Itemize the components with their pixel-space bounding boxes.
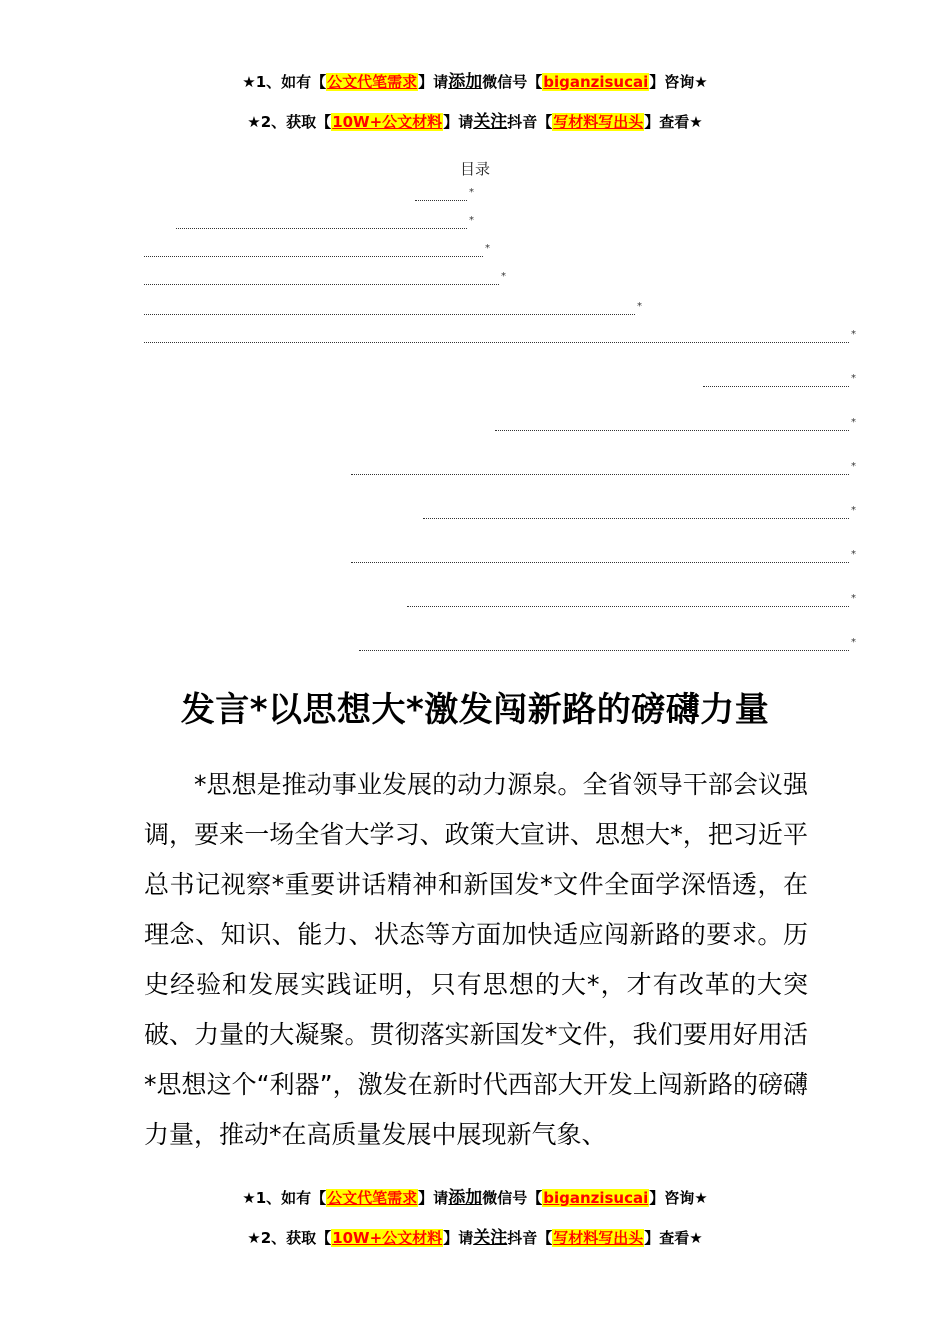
banner-prefix: ★1、如有【 [242,1189,327,1207]
banner-text: 】请 [443,113,474,131]
banner-prefix: ★2、获取【 [247,113,332,131]
banner-highlight: 10W+公文材料 [332,1229,443,1247]
toc-leader-13[interactable] [359,636,849,651]
toc-marker-2: * [469,215,474,226]
banner-emphasis: 添加 [448,72,483,92]
toc-marker-11: * [851,549,856,560]
toc-marker-13: * [851,637,856,648]
banner-text: 】请 [418,73,449,91]
banner-douyin-id: 写材料写出头 [553,1229,644,1247]
banner-text: 】请 [443,1229,474,1247]
toc-leader-9[interactable] [351,460,849,475]
banner-prefix: ★2、获取【 [247,1229,332,1247]
toc-leader-3[interactable] [144,242,483,257]
toc-leader-5[interactable] [144,300,635,315]
banner-text: 】请 [418,1189,449,1207]
article-title: 发言*以思想大*激发闯新路的磅礴力量 [180,690,770,730]
header-banner-line-1 [0,70,950,94]
toc-leader-2[interactable] [176,214,467,229]
toc-marker-7: * [851,373,856,384]
banner-suffix: 】咨询★ [649,73,708,91]
banner-text: 抖音【 [507,113,553,131]
toc-marker-8: * [851,417,856,428]
banner-emphasis: 关注 [473,112,508,132]
toc-leader-7[interactable] [703,372,849,387]
toc-marker-5: * [637,301,642,312]
banner-suffix: 】查看★ [644,1229,703,1247]
toc-marker-12: * [851,593,856,604]
banner-text: 抖音【 [507,1229,553,1247]
banner-highlight: 公文代笔需求 [327,1189,418,1207]
toc-title: 目录 [459,160,490,178]
banner-wechat-id: biganzisucai [543,1189,649,1207]
header-banner-line-2 [0,110,950,134]
banner-prefix: ★1、如有【 [242,73,327,91]
toc-leader-11[interactable] [351,548,849,563]
article-paragraph: *思想是推动事业发展的动力源泉。全省领导干部会议强调，要来一场全省大学习、政策大宣讲、思想大*，把习近平总书记视察*重要讲话精神和新国发*文件全面学深悟透，在理念、知识、能力、状态等方面加快适应闯新路的要求。历史经验和发展实践证明，只有思想的大*，才有改革的大突破、力量的大凝聚。贯彻落实新国发*文件，我们要用好用活*思想这个“利器”，激发在新时代西部大开发上闯新路的磅礴力量，推动*在高质量发展中展现新气象、 [144,770,808,1149]
banner-highlight: 公文代笔需求 [327,73,418,91]
toc-leader-10[interactable] [423,504,849,519]
toc-leader-12[interactable] [407,592,849,607]
banner-highlight: 10W+公文材料 [332,113,443,131]
banner-text: 微信号【 [482,1189,543,1207]
banner-douyin-id: 写材料写出头 [553,113,644,131]
banner-text: 微信号【 [482,73,543,91]
toc-marker-3: * [485,243,490,254]
toc-leader-1[interactable] [415,186,467,201]
banner-suffix: 】查看★ [644,113,703,131]
toc-marker-1: * [469,187,474,198]
toc-leader-8[interactable] [495,416,849,431]
banner-wechat-id: biganzisucai [543,73,649,91]
toc-marker-6: * [851,329,856,340]
footer-banner-line-2 [0,1226,950,1250]
banner-emphasis: 关注 [473,1228,508,1248]
toc-marker-4: * [501,271,506,282]
toc-leader-6[interactable] [144,328,849,343]
banner-emphasis: 添加 [448,1188,483,1208]
toc-leader-4[interactable] [144,270,499,285]
toc-marker-9: * [851,461,856,472]
footer-banner-line-1 [0,1186,950,1210]
toc-marker-10: * [851,505,856,516]
banner-suffix: 】咨询★ [649,1189,708,1207]
